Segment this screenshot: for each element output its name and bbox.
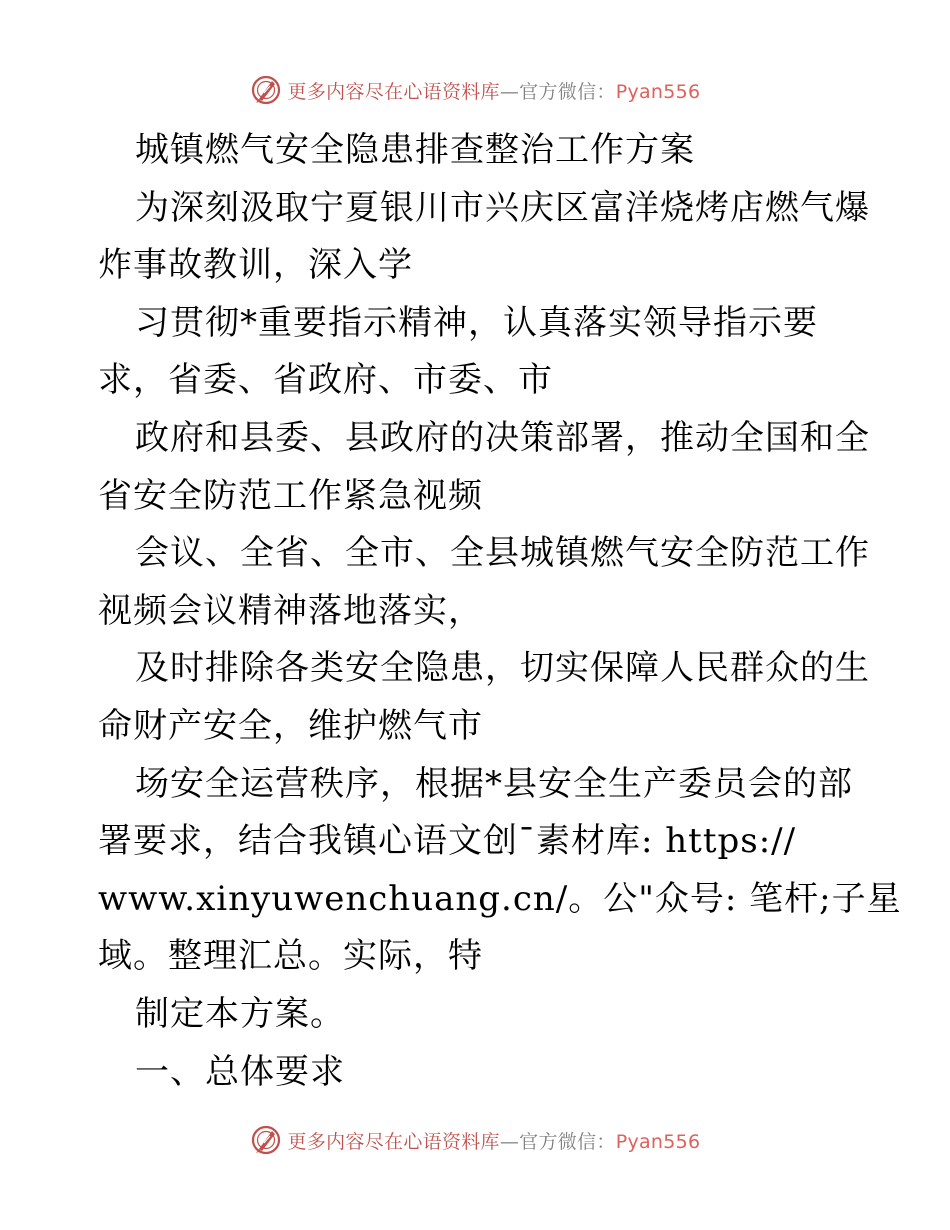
document-line: 会议、全省、全市、全县城镇燃气安全防范工作 — [135, 533, 870, 574]
document-line: 习贯彻*重要指示精神，认真落实领导指示要 — [135, 302, 818, 343]
watermark-wechat-handle: Pyan556 — [615, 80, 701, 103]
watermark-separator: — — [499, 80, 520, 103]
quill-logo-icon — [250, 1124, 282, 1156]
document-line: 视频会议精神落地落实， — [98, 590, 483, 631]
watermark-text — [288, 1127, 701, 1154]
document-body — [98, 122, 902, 1101]
document-line: 一、总体要求 — [135, 1051, 345, 1092]
watermark-wechat-label: 官方微信： — [519, 80, 616, 103]
watermark-separator: — — [499, 1130, 520, 1153]
document-line: 及时排除各类安全隐患，切实保障人民群众的生 — [135, 648, 870, 689]
document-line: 署要求，结合我镇心语文创¯素材库: https:// — [98, 821, 797, 862]
document-line: 为深刻汲取宁夏银川市兴庆区富洋烧烤店燃气爆 — [135, 187, 870, 228]
document-line: 制定本方案。 — [135, 993, 345, 1034]
document-line: 政府和县委、县政府的决策部署，推动全国和全 — [135, 417, 870, 458]
document-line: www.xinyuwenchuang.cn/。公"众号: 笔杆;子星 — [98, 878, 902, 919]
watermark-wechat-handle: Pyan556 — [615, 1130, 701, 1153]
document-line: 炸事故教训，深入学 — [98, 245, 413, 286]
document-line: 命财产安全，维护燃气市 — [98, 705, 483, 746]
watermark-wechat-label: 官方微信： — [519, 1130, 616, 1153]
footer-watermark-banner — [0, 1120, 950, 1160]
quill-logo-icon — [250, 74, 282, 106]
document-line: 城镇燃气安全隐患排查整治工作方案 — [135, 130, 695, 170]
document-line: 省安全防范工作紧急视频 — [98, 475, 483, 516]
document-line: 域。整理汇总。实际，特 — [98, 936, 483, 977]
watermark-site-name: 更多内容尽在心语资料库 — [287, 80, 500, 103]
watermark-text — [288, 77, 701, 104]
header-watermark-banner — [0, 70, 950, 110]
watermark-site-name: 更多内容尽在心语资料库 — [287, 1130, 500, 1153]
document-line: 求，省委、省政府、市委、市 — [98, 360, 553, 401]
document-line: 场安全运营秩序，根据*县安全生产委员会的部 — [135, 763, 853, 804]
